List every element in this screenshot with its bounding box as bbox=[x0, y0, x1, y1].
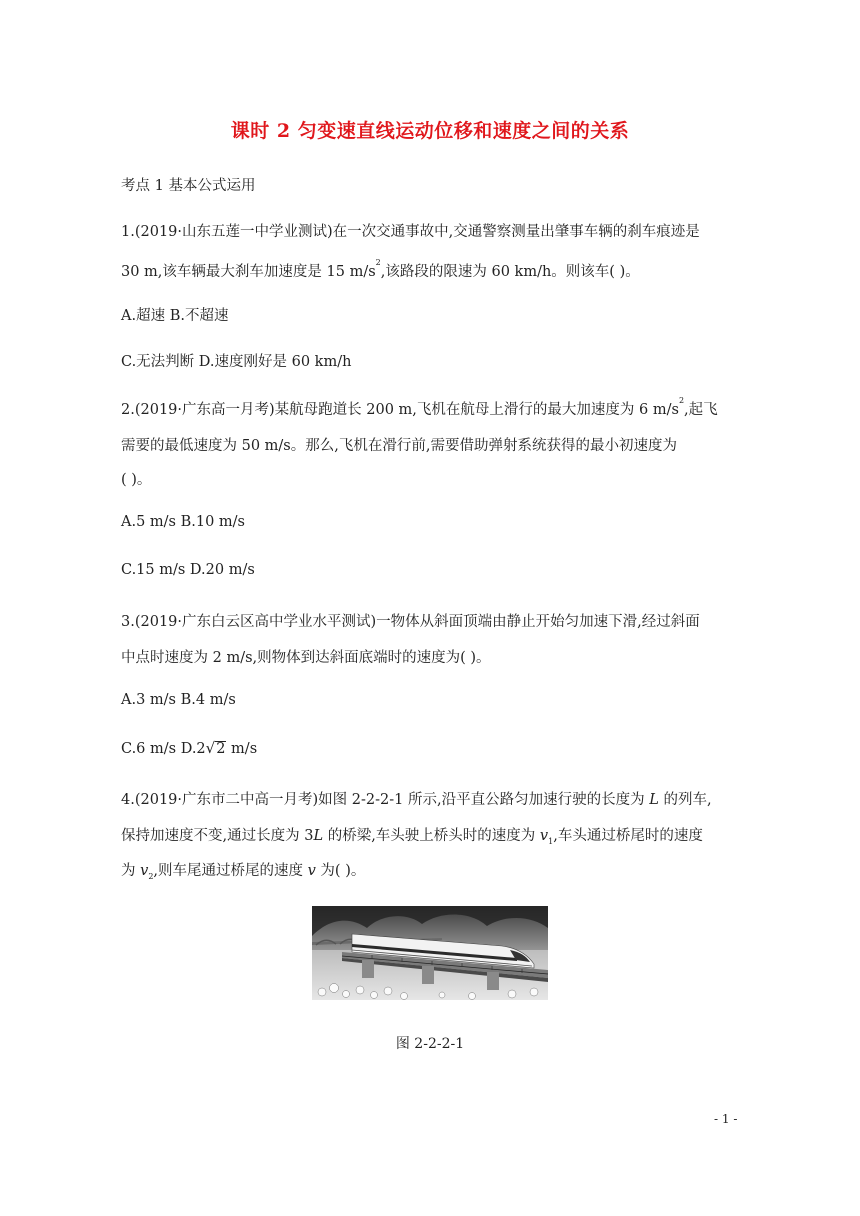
page-number: - 1 - bbox=[714, 1112, 738, 1126]
sqrt-radicand: 2 bbox=[216, 741, 226, 757]
q2-stem-line2: 需要的最低速度为 50 m/s。那么,飞机在滑行前,需要借助弹射系统获得的最小初速度为 bbox=[121, 438, 677, 454]
q2-options-cd: C.15 m/s D.20 m/s bbox=[121, 562, 255, 578]
q3-stem-line1: 3.(2019·广东白云区高中学业水平测试)一物体从斜面顶端由静止开始匀加速下滑,经过斜面 bbox=[121, 614, 700, 630]
q2-stem-line1: 2.(2019·广东高一月考)某航母跑道长 200 m,飞机在航母上滑行的最大加速度为 6 $m/s^2$,起飞 bbox=[121, 396, 718, 418]
figure-caption: 图 2-2-2-1 bbox=[395, 1036, 465, 1052]
page-title: 课时 2 匀变速直线运动位移和速度之间的关系 bbox=[230, 120, 630, 142]
train-bridge-illustration bbox=[312, 906, 548, 1000]
q3-options-ab: A.3 m/s B.4 m/s bbox=[121, 692, 236, 708]
q1-options-cd: C.无法判断 D.速度刚好是 60 km/h bbox=[121, 354, 352, 370]
section-heading: 考点 1 基本公式运用 bbox=[121, 178, 256, 194]
q4-stem-line1: 4.(2019·广东市二中高一月考)如图 2-2-2-1 所示,沿平直公路匀加速行驶的长度为 L 的列车, bbox=[121, 792, 712, 808]
q1-stem-line2: 30 m,该车辆最大刹车加速度是 15 $m/s^2$,该路段的限速为 60 km/h。则该车( )。 bbox=[121, 258, 640, 280]
q4-stem-line2: 保持加速度不变,通过长度为 3L 的桥梁,车头驶上桥头时的速度为 $v_1$,车头通过桥尾时的速度 bbox=[121, 828, 703, 846]
q3-stem-line2: 中点时速度为 2 m/s,则物体到达斜面底端时的速度为( )。 bbox=[121, 650, 491, 666]
q2-stem-line3: ( )。 bbox=[121, 472, 152, 488]
q4-stem-line3: 为 $v_2$,则车尾通过桥尾的速度 v 为( )。 bbox=[121, 863, 366, 881]
train-bridge-figure bbox=[312, 906, 548, 1000]
q3-options-cd: C.6 m/s D.2√2 m/s bbox=[121, 739, 258, 757]
q2-options-ab: A.5 m/s B.10 m/s bbox=[121, 514, 246, 530]
q1-stem-line1: 1.(2019·山东五莲一中学业测试)在一次交通事故中,交通警察测量出肇事车辆的刹车痕迹是 bbox=[121, 224, 700, 240]
q1-options-ab: A.超速 B.不超速 bbox=[121, 308, 229, 324]
